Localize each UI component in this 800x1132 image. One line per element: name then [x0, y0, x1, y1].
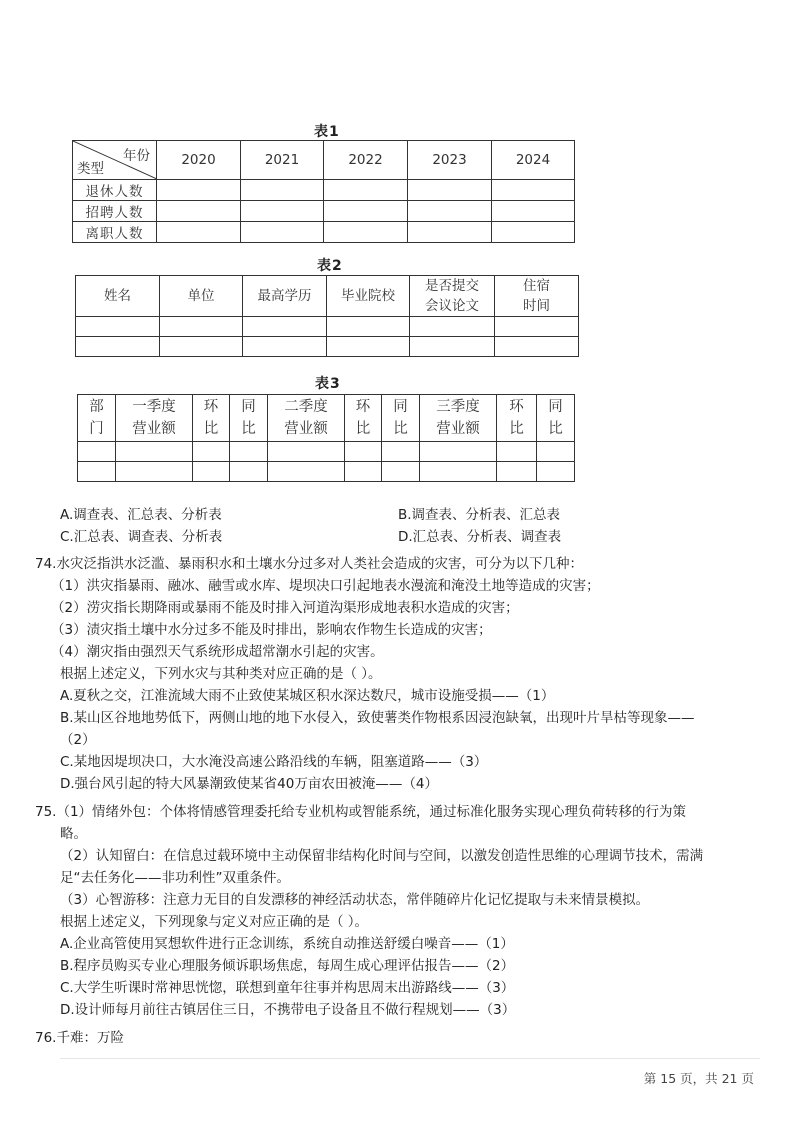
table3-header — [345, 395, 382, 442]
table-cell — [495, 337, 579, 357]
table-cell — [324, 201, 408, 222]
table-cell — [497, 442, 537, 462]
table-cell — [495, 317, 579, 337]
table-cell — [382, 442, 420, 462]
table1-corner-type: 类型 — [77, 161, 104, 177]
table2-header — [495, 276, 579, 317]
table3-header-line2: 营业额 — [436, 421, 480, 437]
q74-definition: （1）洪灾指暴雨、融冰、融雪或水库、堤坝决口引起地表水漫流和淹没土地等造成的灾害； — [51, 578, 600, 594]
table-cell — [241, 180, 324, 201]
table3-header — [268, 395, 345, 442]
table-cell — [268, 462, 345, 482]
table-cell — [78, 462, 116, 482]
table-cell — [268, 442, 345, 462]
table-cell — [241, 201, 324, 222]
table-cell — [324, 180, 408, 201]
q74-definition: （4）潮灾指由强烈天气系统形成超常潮水引起的灾害。 — [51, 644, 384, 660]
table2-header — [410, 276, 495, 317]
table1-row-label: 离职人数 — [73, 222, 157, 243]
table-row — [76, 337, 579, 357]
table3-caption: 表3 — [315, 376, 341, 392]
q74-option-b: B.某山区谷地地势低下，两侧山地的地下水侵入，致使薯类作物根系因浸泡缺氧，出现叶片旱枯等现象—— — [60, 710, 695, 726]
q76-stem: 76.千难：万险 — [35, 1030, 124, 1046]
table1-year-header: 2023 — [408, 141, 492, 180]
q75-option-d: D.设计师每月前往古镇居住三日，不携带电子设备且不做行程规划——（3） — [60, 1002, 516, 1018]
table3-header — [537, 395, 575, 442]
q75-definition: （3）心智游移：注意力无目的自发漂移的神经活动状态，常伴随碎片化记忆提取与未来情景模拟。 — [60, 892, 650, 908]
table3-header — [78, 395, 116, 442]
q74-option-a: A.夏秋之交，江淮流域大雨不止致使某城区积水深达数尺，城市设施受损——（1） — [60, 688, 555, 704]
table3-header — [382, 395, 420, 442]
table-cell — [160, 317, 243, 337]
q75-option-b: B.程序员购买专业心理服务倾诉职场焦虑，每周生成心理评估报告——（2） — [60, 958, 515, 974]
table3-header-line1: 二季度 — [284, 399, 328, 415]
table-cell — [420, 462, 497, 482]
table-cell — [345, 462, 382, 482]
table1-row-label: 招聘人数 — [73, 201, 157, 222]
table-cell — [420, 442, 497, 462]
table3-header-line1: 同 — [548, 399, 563, 415]
table-cell — [193, 462, 230, 482]
table-cell — [382, 462, 420, 482]
table-cell — [230, 462, 268, 482]
table1-corner-year: 年份 — [123, 148, 150, 164]
table-row — [73, 180, 575, 201]
table-cell — [193, 442, 230, 462]
q73-option-b: B.调查表、分析表、汇总表 — [398, 507, 561, 523]
table-cell — [492, 180, 575, 201]
table-row — [78, 462, 575, 482]
table-cell — [537, 462, 575, 482]
table3-header-line1: 环 — [355, 399, 371, 415]
table-row — [73, 222, 575, 243]
table3-header — [497, 395, 537, 442]
table3-header-line1: 同 — [241, 399, 256, 415]
table3-header-line2: 比 — [241, 421, 256, 437]
table-cell — [243, 337, 327, 357]
q73-option-d: D.汇总表、分析表、调查表 — [398, 529, 562, 545]
table-cell — [116, 442, 193, 462]
q73-option-a: A.调查表、汇总表、分析表 — [60, 507, 222, 523]
table2 — [75, 275, 579, 357]
q75-definition: （2）认知留白：在信息过载环境中主动保留非结构化时间与空间，以激发创造性思维的心理调节技术，需满 — [60, 848, 704, 864]
q75-stem: 75.（1）情绪外包：个体将情感管理委托给专业机构或智能系统，通过标准化服务实现心理负荷转移的行为策 — [35, 804, 687, 820]
table3-header-line1: 部 — [89, 399, 104, 415]
q74-option-b-cont: （2） — [60, 732, 96, 748]
q74-stem: 74.水灾泛指洪水泛滥、暴雨积水和土壤水分过多对人类社会造成的灾害，可分为以下几种： — [35, 556, 583, 572]
table-cell — [76, 337, 160, 357]
table1-year-header: 2020 — [157, 141, 241, 180]
table1-year-header: 2021 — [241, 141, 324, 180]
table-cell — [241, 222, 324, 243]
q75-stem-cont: 略。 — [60, 826, 87, 842]
table-cell — [408, 222, 492, 243]
table3-header — [420, 395, 497, 442]
table1-caption: 表1 — [314, 124, 340, 140]
table-cell — [410, 337, 495, 357]
table-cell — [408, 180, 492, 201]
table-cell — [160, 337, 243, 357]
q75-option-a: A.企业高管使用冥想软件进行正念训练，系统自动推送舒缓白噪音——（1） — [60, 936, 514, 952]
q74-definition: （3）渍灾指土壤中水分过多不能及时排出，影响农作物生长造成的灾害； — [51, 622, 492, 638]
table3-header-line2: 比 — [393, 421, 408, 437]
table-cell — [324, 222, 408, 243]
table3-header-line1: 环 — [203, 399, 219, 415]
table-cell — [76, 317, 160, 337]
table3-header-line2: 比 — [509, 421, 524, 437]
table-cell — [157, 201, 241, 222]
table3 — [77, 394, 575, 482]
table-cell — [492, 222, 575, 243]
table3-header — [230, 395, 268, 442]
table1-year-header: 2024 — [492, 141, 575, 180]
table-row — [78, 442, 575, 462]
table2-header-line1: 单位 — [187, 288, 215, 304]
table-cell — [157, 180, 241, 201]
table3-header-line1: 三季度 — [436, 399, 480, 415]
table2-header — [76, 276, 160, 317]
table-cell — [157, 222, 241, 243]
table3-header-line2: 营业额 — [132, 421, 176, 437]
table2-header-line1: 姓名 — [104, 288, 131, 304]
table3-header-line1: 一季度 — [132, 399, 176, 415]
table3-header-line2: 门 — [89, 421, 104, 437]
table1-corner-cell — [73, 141, 157, 180]
q73-option-c: C.汇总表、调查表、分析表 — [60, 529, 223, 545]
table2-header-line1: 住宿 — [523, 278, 550, 294]
q75-question: 根据上述定义，下列现象与定义对应正确的是（ ）。 — [60, 914, 369, 930]
table1-row-label: 退休人数 — [73, 180, 157, 201]
table3-header — [193, 395, 230, 442]
page-number: 第 15 页，共 21 页 — [643, 1071, 754, 1086]
table3-header-line2: 比 — [203, 421, 219, 437]
table3-header-line1: 同 — [393, 399, 408, 415]
table-cell — [78, 442, 116, 462]
table-cell — [410, 317, 495, 337]
table-cell — [408, 201, 492, 222]
table-cell — [345, 442, 382, 462]
table-cell — [492, 201, 575, 222]
q75-option-c: C.大学生听课时常神思恍惚，联想到童年往事并构思周末出游路线——（3） — [60, 980, 515, 996]
table-cell — [327, 317, 410, 337]
table2-header-line1: 是否提交 — [425, 278, 479, 294]
table2-header — [243, 276, 327, 317]
table3-header-line2: 比 — [548, 421, 563, 437]
table-cell — [497, 462, 537, 482]
footer-divider — [60, 1058, 760, 1059]
q74-question: 根据上述定义，下列水灾与其种类对应正确的是（ ）。 — [60, 666, 382, 682]
table-cell — [537, 442, 575, 462]
table2-header-line2: 时间 — [523, 298, 550, 314]
table1-year-header: 2022 — [324, 141, 408, 180]
q74-option-d: D.强台风引起的特大风暴潮致使某省40万亩农田被淹——（4） — [60, 776, 438, 792]
table-row — [73, 201, 575, 222]
table1 — [72, 140, 575, 243]
table2-header-line1: 毕业院校 — [341, 288, 395, 304]
table2-caption: 表2 — [317, 258, 343, 274]
q74-option-c: C.某地因堤坝决口，大水淹没高速公路沿线的车辆，阻塞道路——（3） — [60, 754, 488, 770]
table-cell — [116, 462, 193, 482]
table2-header — [327, 276, 410, 317]
table3-header-line1: 环 — [509, 399, 524, 415]
q74-definition: （2）涝灾指长期降雨或暴雨不能及时排入河道沟渠形成地表积水造成的灾害； — [51, 600, 519, 616]
table2-header-line1: 最高学历 — [257, 288, 312, 304]
table-cell — [327, 337, 410, 357]
q75-definition-cont: 足“去任务化——非功利性”双重条件。 — [60, 870, 290, 886]
table-cell — [243, 317, 327, 337]
table3-header-line2: 营业额 — [284, 421, 328, 437]
table3-header — [116, 395, 193, 442]
table2-header — [160, 276, 243, 317]
table-row — [76, 317, 579, 337]
table2-header-line2: 会议论文 — [425, 298, 479, 314]
table3-header-line2: 比 — [355, 421, 371, 437]
table-cell — [230, 442, 268, 462]
